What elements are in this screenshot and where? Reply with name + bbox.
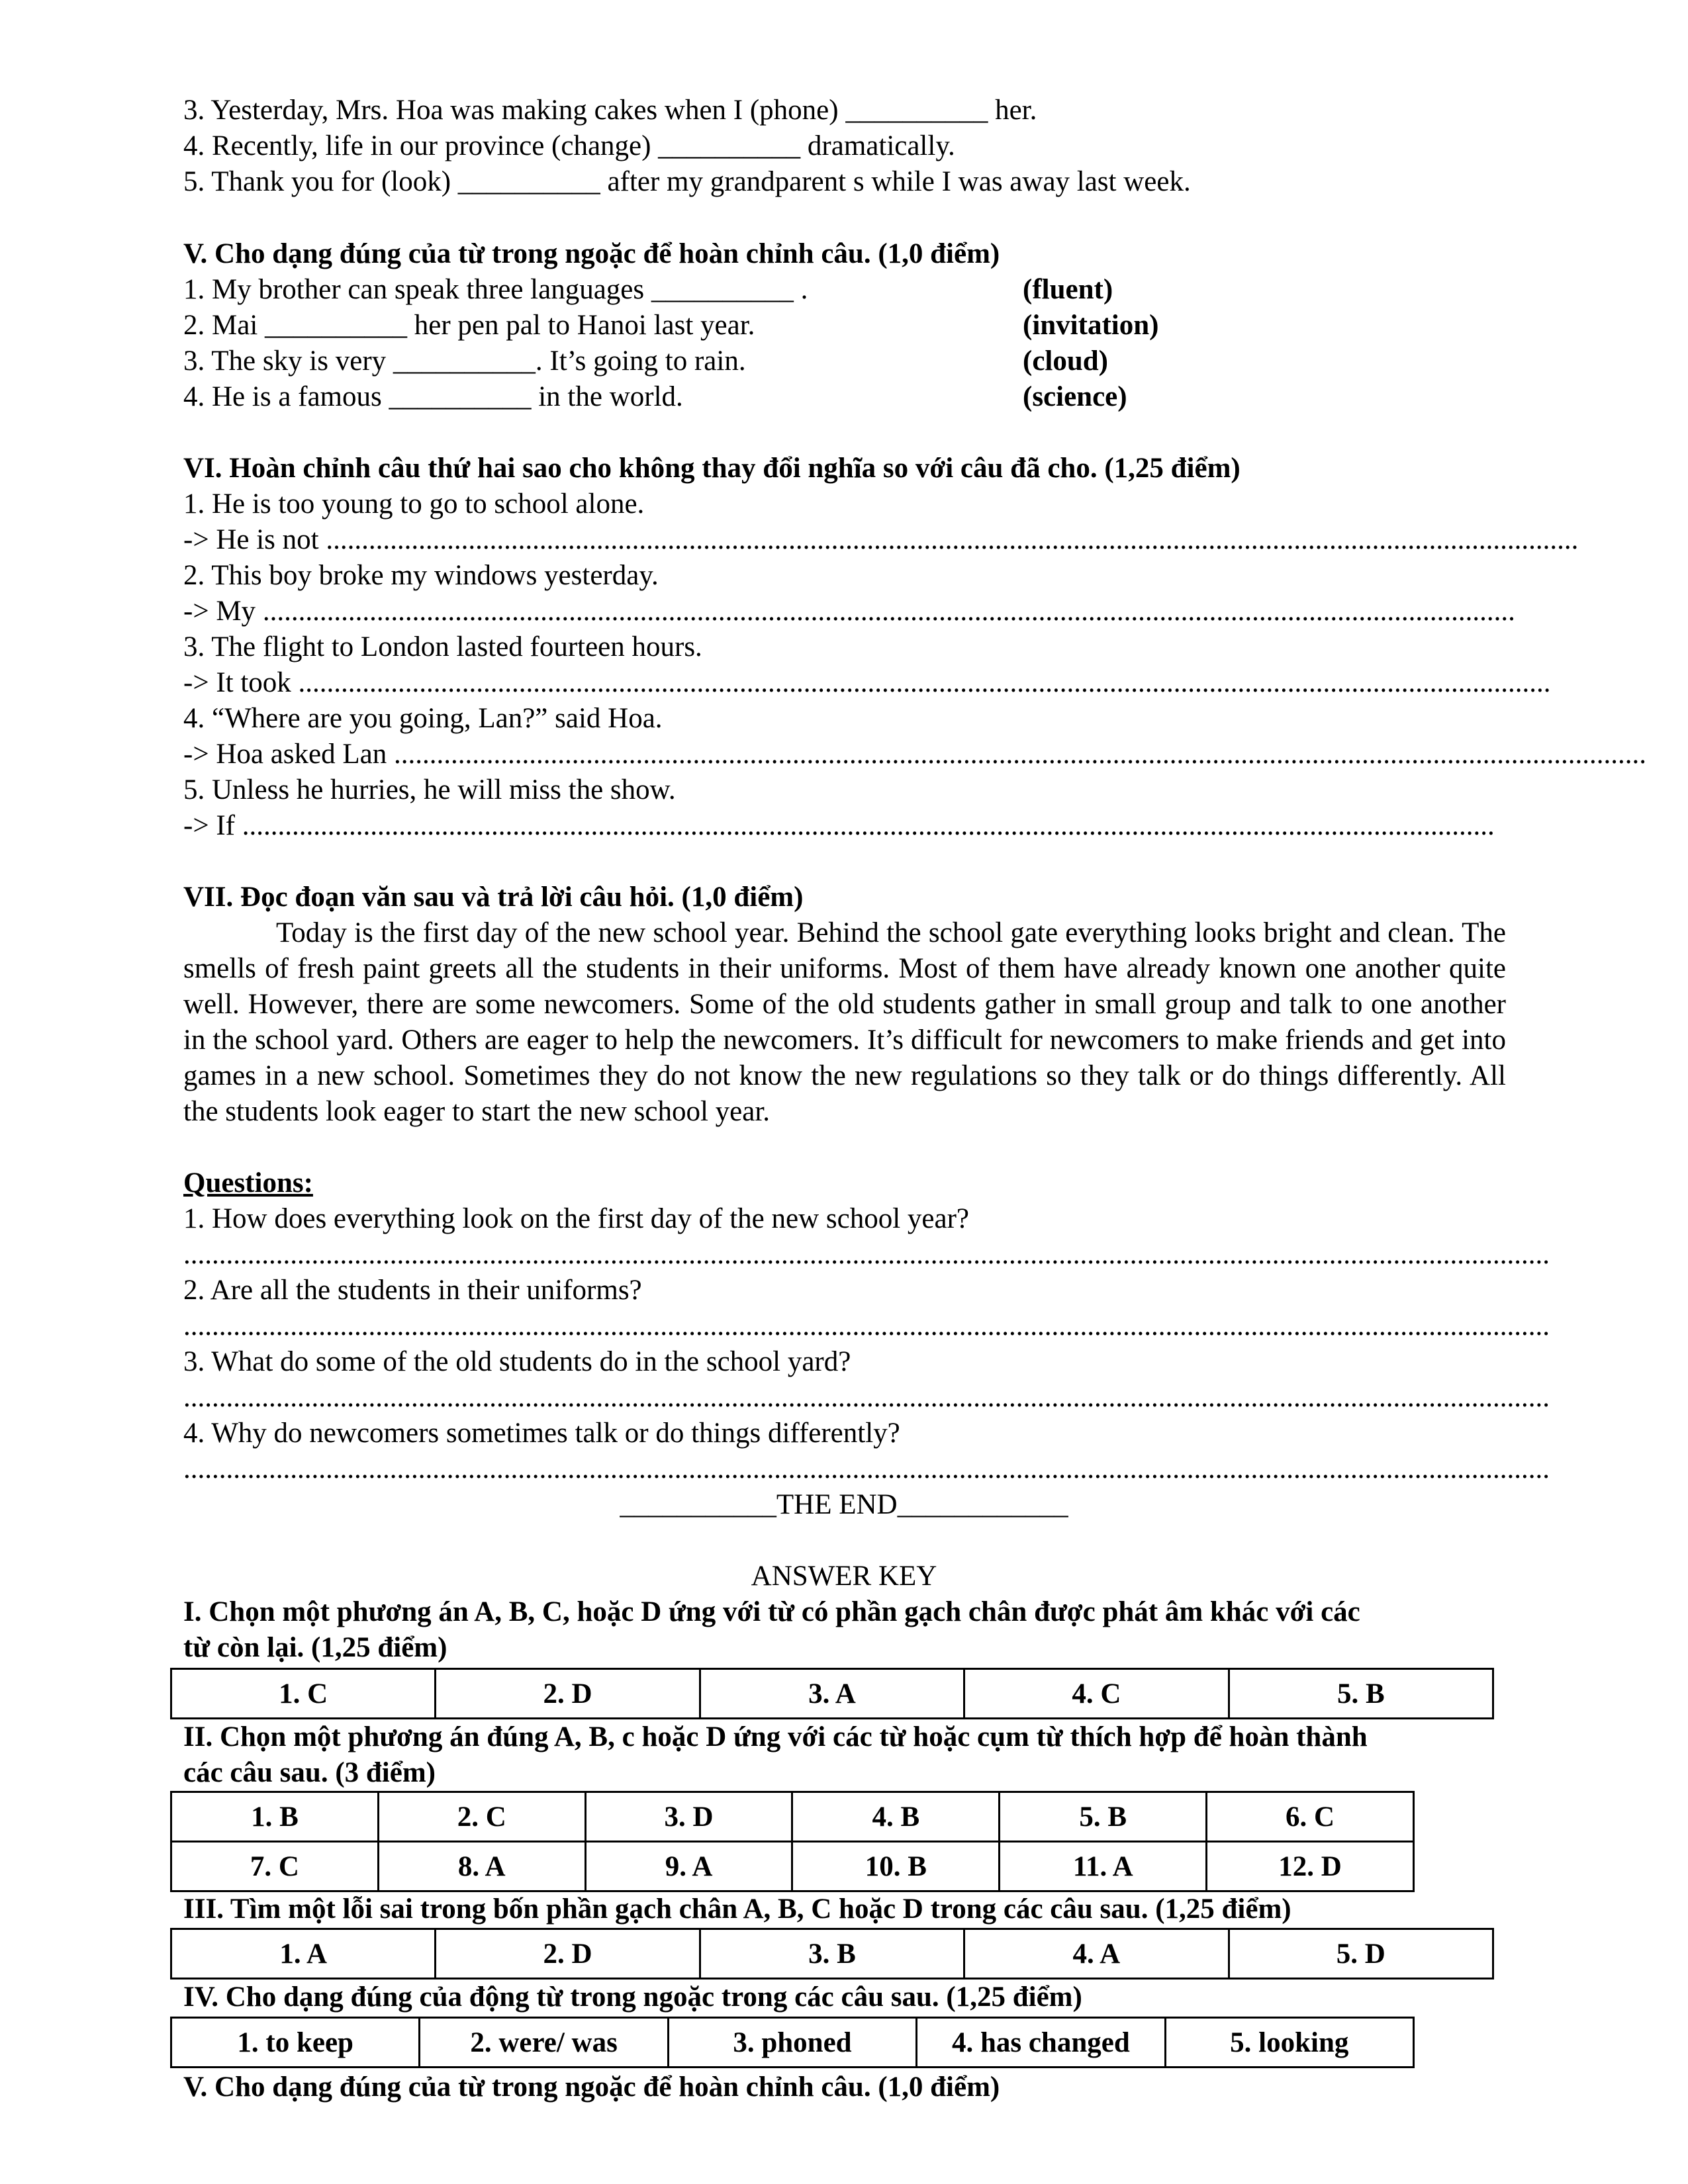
key-2-answer-9: 9. A bbox=[585, 1842, 792, 1891]
section-6-answer-line-2: -> My ................................................................................................................................................................................ bbox=[183, 596, 1515, 627]
answer-line-2: ................................................................................................................................................................................................ bbox=[183, 1310, 1550, 1342]
answer-line-1: ................................................................................................................................................................................................ bbox=[183, 1239, 1550, 1270]
key-2-answer-8: 8. A bbox=[378, 1842, 585, 1891]
key-part-2-title-line-1: II. Chọn một phương án đúng A, B, c hoặc D ứng với các từ hoặc cụm từ thích hợp để hoàn thành bbox=[183, 1721, 1368, 1752]
key-4-answer-5: 5. looking bbox=[1165, 2018, 1413, 2068]
section-6-answer-line-4: -> Hoa asked Lan ................................................................................................................................................................................ bbox=[183, 739, 1646, 770]
section-5-hint-2: (invitation) bbox=[1023, 310, 1159, 341]
exercise-4-item-3: 3. Yesterday, Mrs. Hoa was making cakes when I (phone) __________ her. bbox=[183, 95, 1037, 126]
section-7-title: VII. Đọc đoạn văn sau và trả lời câu hỏi. (1,0 điểm) bbox=[183, 882, 804, 913]
key-1-answer-5: 5. B bbox=[1229, 1669, 1493, 1719]
key-2-answer-5: 5. B bbox=[1000, 1792, 1207, 1842]
key-2-answer-12: 12. D bbox=[1207, 1842, 1414, 1891]
section-6-answer-line-3: -> It took ................................................................................................................................................................................ bbox=[183, 667, 1551, 698]
exercise-4-item-4: 4. Recently, life in our province (change) __________ dramatically. bbox=[183, 130, 955, 161]
key-1-answer-2: 2. D bbox=[436, 1669, 700, 1719]
section-5-item-3: 3. The sky is very __________. It’s going to rain. bbox=[183, 345, 746, 377]
key-2-answer-2: 2. C bbox=[378, 1792, 585, 1842]
key-part-3-table bbox=[170, 1928, 1494, 1979]
key-2-answer-10: 10. B bbox=[792, 1842, 1000, 1891]
key-4-answer-4: 4. has changed bbox=[917, 2018, 1165, 2068]
section-5-item-2: 2. Mai __________ her pen pal to Hanoi last year. bbox=[183, 310, 755, 341]
question-4: 4. Why do newcomers sometimes talk or do things differently? bbox=[183, 1418, 900, 1449]
section-6-sentence-1: 1. He is too young to go to school alone. bbox=[183, 488, 645, 520]
question-2: 2. Are all the students in their uniforms? bbox=[183, 1275, 642, 1306]
key-3-answer-3: 3. B bbox=[700, 1929, 964, 1979]
key-3-answer-5: 5. D bbox=[1229, 1929, 1493, 1979]
questions-label: Questions: bbox=[183, 1167, 313, 1199]
answer-key-title: ANSWER KEY bbox=[751, 1561, 937, 1592]
key-part-1-table bbox=[170, 1668, 1494, 1719]
section-5-item-4: 4. He is a famous __________ in the world. bbox=[183, 381, 683, 412]
key-2-answer-6: 6. C bbox=[1207, 1792, 1414, 1842]
key-4-answer-1: 1. to keep bbox=[171, 2018, 420, 2068]
key-3-answer-4: 4. A bbox=[964, 1929, 1229, 1979]
section-5-hint-3: (cloud) bbox=[1023, 345, 1108, 377]
key-3-answer-2: 2. D bbox=[436, 1929, 700, 1979]
section-6-answer-line-5: -> If ................................................................................................................................................................................ bbox=[183, 810, 1495, 841]
key-part-3-title: III. Tìm một lỗi sai trong bốn phần gạch chân A, B, C hoặc D trong các câu sau. (1,25 điểm) bbox=[183, 1893, 1291, 1925]
answer-line-4: ................................................................................................................................................................................................ bbox=[183, 1453, 1550, 1484]
section-5-hint-4: (science) bbox=[1023, 381, 1127, 412]
key-4-answer-2: 2. were/ was bbox=[420, 2018, 668, 2068]
key-part-4-table bbox=[170, 2017, 1415, 2068]
key-2-answer-1: 1. B bbox=[171, 1792, 379, 1842]
question-1: 1. How does everything look on the first day of the new school year? bbox=[183, 1203, 969, 1234]
key-part-4-title: IV. Cho dạng đúng của động từ trong ngoặc trong các câu sau. (1,25 điểm) bbox=[183, 1981, 1082, 2013]
key-2-answer-3: 3. D bbox=[585, 1792, 792, 1842]
reading-passage: Today is the first day of the new school year. Behind the school gate everything looks bright and clean. The smells of fresh paint greets all the students in their uniforms. Most of them have already known one another quite well. However, there are some newcomers. Some of the old students gather in small group and talk to one another in the school yard. Others are eager to help the newcomers. It’s difficult for newcomers to make friends and get into games in a new school. Sometimes they do not know the new regulations so they talk or do things differently. All the students look eager to start the new school year. bbox=[183, 917, 1506, 1127]
key-2-answer-7: 7. C bbox=[171, 1842, 379, 1891]
key-2-answer-11: 11. A bbox=[1000, 1842, 1207, 1891]
key-2-answer-4: 4. B bbox=[792, 1792, 1000, 1842]
key-4-answer-3: 3. phoned bbox=[668, 2018, 916, 2068]
key-1-answer-3: 3. A bbox=[700, 1669, 964, 1719]
key-1-answer-1: 1. C bbox=[171, 1669, 436, 1719]
key-part-1-title-line-1: I. Chọn một phương án A, B, C, hoặc D ứng với từ có phần gạch chân được phát âm khác với các bbox=[183, 1596, 1360, 1627]
section-5-title: V. Cho dạng đúng của từ trong ngoặc để hoàn chỉnh câu. (1,0 điểm) bbox=[183, 238, 1000, 269]
section-5-item-1: 1. My brother can speak three languages __________ . bbox=[183, 274, 808, 305]
section-6-title: VI. Hoàn chỉnh câu thứ hai sao cho không thay đổi nghĩa so với câu đã cho. (1,25 điểm) bbox=[183, 453, 1241, 484]
key-part-5-title: V. Cho dạng đúng của từ trong ngoặc để hoàn chỉnh câu. (1,0 điểm) bbox=[183, 2071, 1000, 2103]
section-5-hint-1: (fluent) bbox=[1023, 274, 1113, 305]
section-6-sentence-3: 3. The flight to London lasted fourteen hours. bbox=[183, 631, 702, 662]
question-3: 3. What do some of the old students do in the school yard? bbox=[183, 1346, 851, 1377]
key-part-2-table bbox=[170, 1791, 1415, 1892]
section-6-answer-line-1: -> He is not ................................................................................................................................................................................ bbox=[183, 524, 1579, 555]
key-part-2-title-line-2: các câu sau. (3 điểm) bbox=[183, 1757, 436, 1788]
section-6-sentence-2: 2. This boy broke my windows yesterday. bbox=[183, 560, 659, 591]
key-3-answer-1: 1. A bbox=[171, 1929, 436, 1979]
exercise-4-item-5: 5. Thank you for (look) __________ after my grandparent s while I was away last week. bbox=[183, 166, 1191, 197]
key-1-answer-4: 4. C bbox=[964, 1669, 1229, 1719]
section-6-sentence-4: 4. “Where are you going, Lan?” said Hoa. bbox=[183, 703, 663, 734]
the-end-marker: ___________THE END____________ bbox=[620, 1489, 1068, 1520]
key-part-1-title-line-2: từ còn lại. (1,25 điểm) bbox=[183, 1632, 447, 1663]
answer-line-3: ................................................................................................................................................................................................ bbox=[183, 1382, 1550, 1413]
section-6-sentence-5: 5. Unless he hurries, he will miss the show. bbox=[183, 774, 676, 805]
